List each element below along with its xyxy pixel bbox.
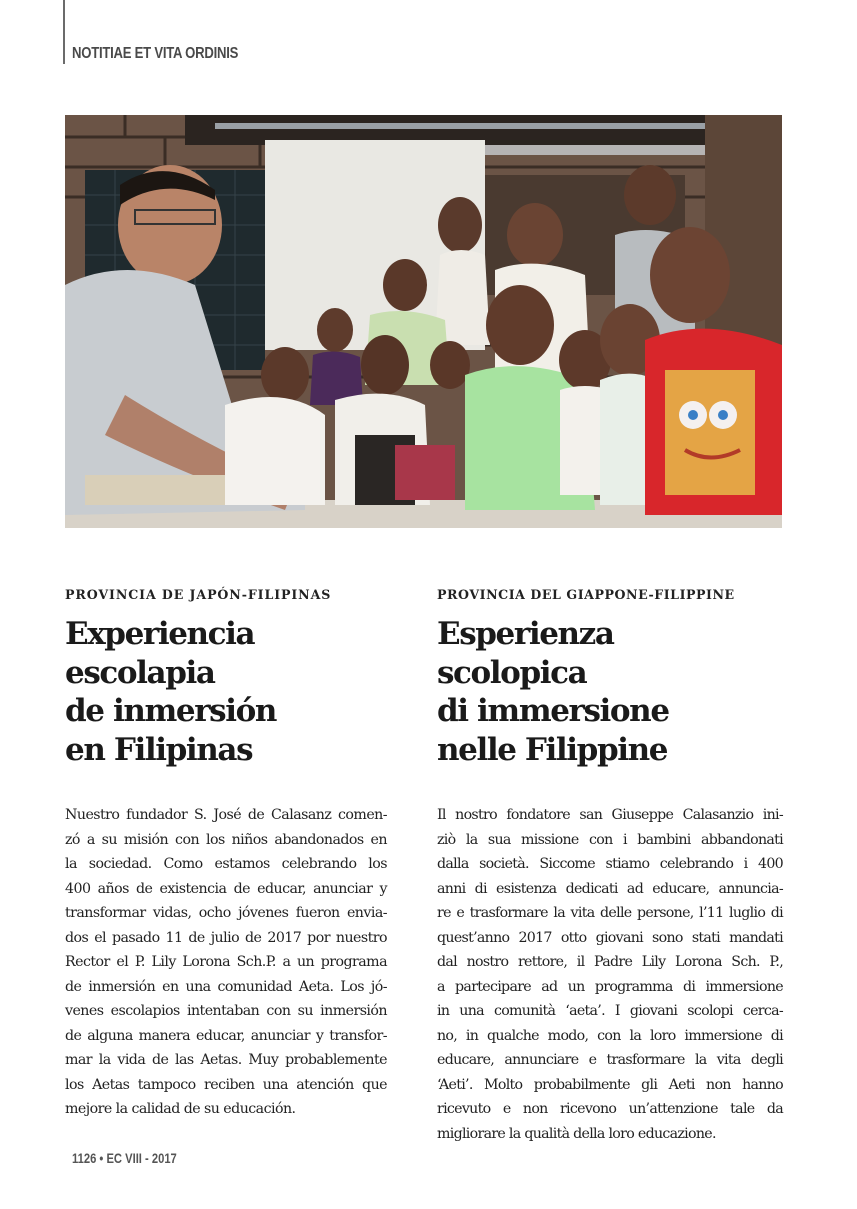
headline-line: nelle Filippine <box>437 731 668 768</box>
kicker: PROVINCIA DEL GIAPPONE-FILIPPINE <box>437 587 735 602</box>
body-line: Rector el P. Lily Lorona Sch.P. a un programa <box>65 954 387 970</box>
body-line: dal nostro rettore, il Padre Lily Lorona Sch. P., <box>437 954 783 970</box>
body-line: no, in qualche modo, con la loro immersione di <box>437 1027 783 1044</box>
body-line: de alguna manera educar, anunciar y transfor- <box>65 1027 387 1044</box>
body-line: anni di esistenza dedicati ad educare, annuncia- <box>437 880 783 897</box>
article-italian <box>437 585 783 1142</box>
body-line: ricevuto e non ricevono un’attenzione tale da <box>437 1101 783 1117</box>
headline-line: Esperienza <box>437 616 614 652</box>
body-line: zó a su misión con los niños abandonados en <box>65 831 387 848</box>
body-line: los Aetas tampoco reciben una atención que <box>65 1076 387 1093</box>
body-line: venes escolapios intentaban con su inmersión <box>65 1003 387 1019</box>
kicker: PROVINCIA DE JAPÓN-FILIPINAS <box>65 587 332 602</box>
article-photo <box>65 115 782 528</box>
body-line: dos el pasado 11 de julio de 2017 por nuestro <box>65 929 387 946</box>
body-line: mejore la calidad de su educación. <box>65 1101 296 1117</box>
body-line: ziò la sua missione con i bambini abbandonati <box>437 831 783 848</box>
body-line: Il nostro fondatore san Giuseppe Calasanzio ini- <box>437 807 783 823</box>
body-line: re e trasformare la vita delle persone, l’11 luglio di <box>437 905 783 921</box>
body-line: 400 años de existencia de educar, anunciar y <box>65 880 387 897</box>
page-folio: 1126 • EC VIII - 2017 <box>72 1150 177 1166</box>
body-line: transformar vidas, ocho jóvenes fueron envia- <box>65 905 387 921</box>
body-line: a partecipare ad un programma di immersione <box>437 978 783 995</box>
headline-line: en Filipinas <box>65 731 253 768</box>
body-text <box>437 803 783 1146</box>
body-line: quest’anno 2017 otto giovani sono stati mandati <box>437 929 783 946</box>
body-line: la sociedad. Como estamos celebrando los <box>65 856 387 872</box>
running-head-rule <box>63 0 65 64</box>
body-line: educare, annunciare e trasformare la vita degli <box>437 1052 783 1068</box>
body-line: de inmersión en una comunidad Aeta. Los jó- <box>65 978 387 995</box>
body-text <box>65 803 387 1122</box>
headline-line: di immersione <box>437 693 669 729</box>
body-line: migliorare la qualità della loro educazione. <box>437 1125 716 1142</box>
body-line: Nuestro fundador S. José de Calasanz comen- <box>65 807 387 823</box>
article-spanish <box>65 585 387 1117</box>
body-line: in una comunità ‘aeta’. I giovani scolopi cerca- <box>437 1003 783 1019</box>
headline-line: escolapia <box>65 654 215 691</box>
running-head: NOTITIAE ET VITA ORDINIS <box>72 45 239 62</box>
body-line: dalla società. Siccome stiamo celebrando i 400 <box>437 856 783 872</box>
headline-line: de inmersión <box>65 693 277 729</box>
headline <box>65 615 385 769</box>
headline <box>437 615 783 769</box>
body-line: mar la vida de las Aetas. Muy probablemente <box>65 1052 387 1068</box>
body-line: ‘Aeti’. Molto probabilmente gli Aeti non hanno <box>437 1076 783 1093</box>
headline-line: scolopica <box>437 654 587 691</box>
photo-illustration <box>65 115 782 528</box>
headline-line: Experiencia <box>65 616 255 652</box>
